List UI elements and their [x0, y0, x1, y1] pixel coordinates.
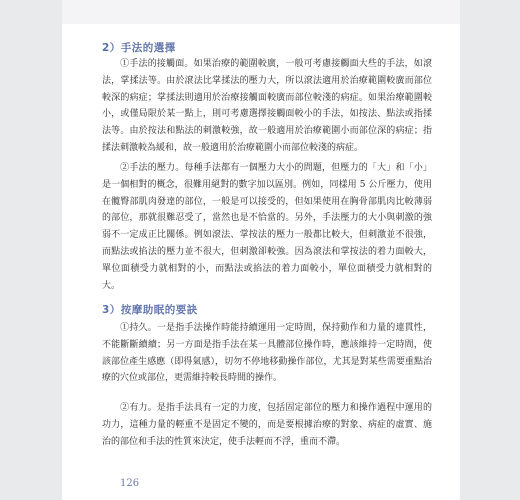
- page-number: 126: [120, 478, 140, 489]
- paragraph-contact-surface: [102, 56, 432, 157]
- paragraph-text: ①持久。一是指手法操作時能持續運用一定時間，保持動作和力量的連貫性，不能斷斷續續；另一方面是指手法在某一具體部位操作時，應該維持一定時間，使該部位產生感應（即得氣感），切勿不停地移動操作部位，尤其是對某些需要重點治療的穴位或部位，更需維持較長時間的操作。: [102, 323, 432, 384]
- paragraph-persistence: [102, 320, 432, 387]
- paragraph-text: ②有力。是指手法具有一定的力度，包括固定部位的壓力和操作過程中運用的功力，這種力量的輕重不是固定不變的，而是要根據治療的對象、病症的虛實、施治的部位和手法的性質來決定，使手法輕而不浮，重而不滯。: [102, 403, 432, 447]
- book-page: [62, 0, 460, 500]
- paragraph-strength: [102, 400, 432, 450]
- section-title-massage-tips: 3）按摩助眠的要訣: [102, 304, 198, 316]
- paragraph-pressure: [102, 160, 432, 294]
- section-title-technique-choice: 2）手法的選擇: [102, 42, 176, 54]
- paragraph-text: ②手法的壓力。每種手法都有一個壓力大小的問題，但壓力的「大」和「小」是一個相對的概念，很難用絕對的數字加以區別。例如，同樣用 5 公斤壓力，使用在髖臀部肌肉發達的部位，一般是可以接受的，但如果使用在胸骨部肌肉比較薄弱的部位，那就很難忍受了，當然也是不恰當的。另外，手法壓力的大小與刺激的強弱不一定成正比關係。例如滾法、掌按法的壓力一般都比較大，但刺激並不很強，而點法或掐法的壓力並不很大，但刺激卻較強。因為滾法和掌按法的着力面較大，單位面積受力就相對的小，而點法或掐法的着力面較小，單位面積受力就相對的大。: [102, 163, 432, 291]
- page-content: [62, 0, 460, 500]
- paragraph-text: ①手法的接觸面。如果治療的範圍較廣，一般可考慮接觸面大些的手法，如滾法，掌揉法等。由於滾法比掌揉法的壓力大，所以滾法適用於治療範圍較廣而部位較深的病症；掌揉法則適用於治療接觸面較廣而部位較淺的病症。如果治療範圍較小，或僅局限於某一點上，則可考慮選擇接觸面較小的手法，如按法、點法或指揉法等。由於按法和點法的刺激較強，故一般適用於治療範圍小而部位深的病症；指揉法刺激較為緩和，故一般適用於治療範圍小而部位較淺的病症。: [102, 59, 432, 153]
